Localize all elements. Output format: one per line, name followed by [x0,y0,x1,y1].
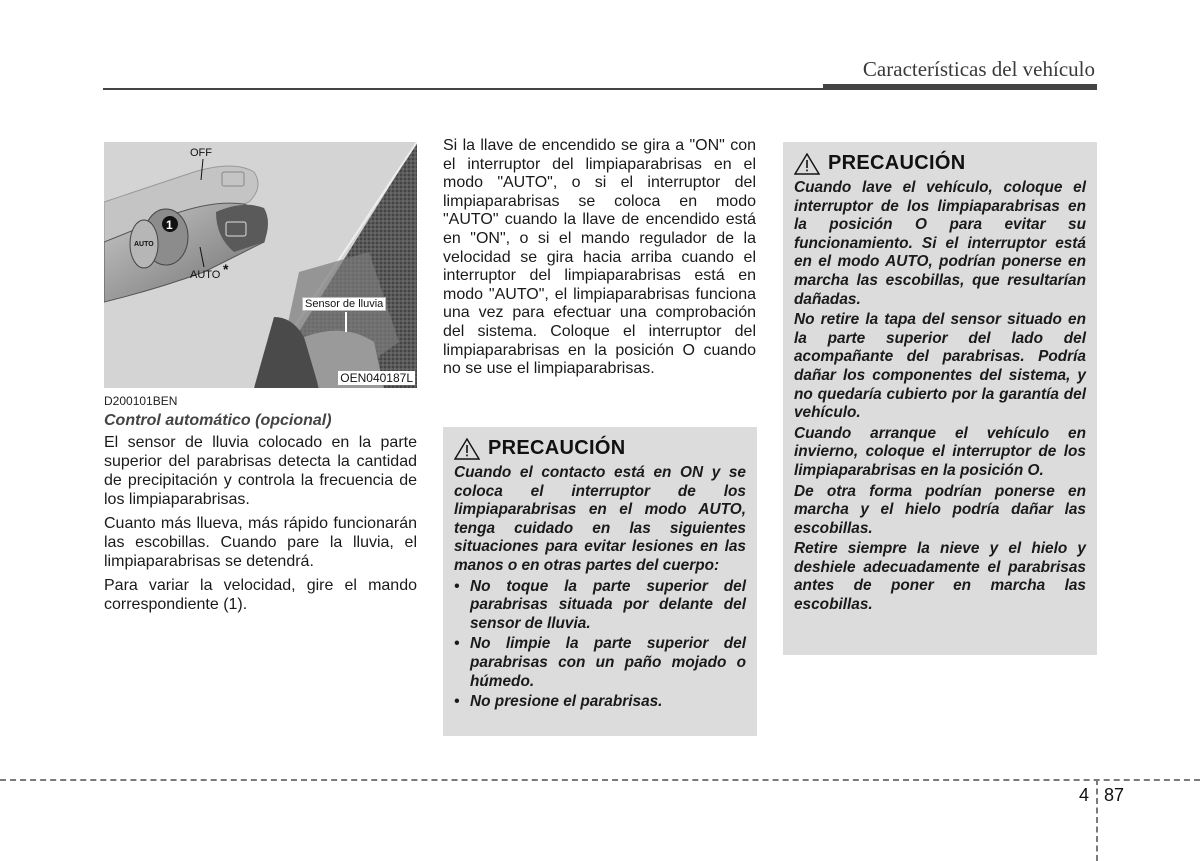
caution-paragraph: No retire la tapa del sensor situado en la parte superior del lado del acompañante del parabrisas. Podría dañar los componentes del sistema, y no quedaría cubierto por la garantía del vehículo. [794,311,1086,422]
footer-vertical-divider [1096,779,1098,861]
wiper-stalk-illustration [104,142,417,388]
body-paragraph: Para variar la velocidad, gire el mando correspondiente (1). [104,577,417,613]
caution-paragraph: Retire siempre la nieve y el hielo y deshiele adecuadamente el parabrisas antes de poner en marcha las escobillas. [794,540,1086,614]
warning-triangle-icon [794,153,820,175]
warning-triangle-icon [454,438,480,460]
body-paragraph: Cuanto más llueva, más rápido funcionarán las escobillas. Cuando pare la lluvia, el limpiaparabrisas se detendrá. [104,515,417,570]
page-header-title: Características del vehículo [862,57,1095,81]
body-paragraph: El sensor de lluvia colocado en la parte superior del parabrisas detecta la cantidad de precipitación y controla la frecuencia de los limpiaparabrisas. [104,434,417,508]
section-code: D200101BEN [104,394,178,408]
header-rule-accent [823,84,1097,90]
caution-paragraph: Cuando arranque el vehículo en invierno, coloque el interruptor de los limpiaparabrisas en la posición O. [794,424,1086,479]
caution-bullet: • No limpie la parte superior del parabrisas con un paño mojado o húmedo. [454,635,746,691]
figure-code: OEN040187L [340,371,413,385]
middle-paragraph: Si la llave de encendido se gira a "ON" con el interruptor del limpiaparabrisas en el modo "AUTO", o si el interruptor del limpiaparabrisas se coloca en modo "AUTO" cuando la llave de encendido está en "ON", o si el mando regulador de la velocidad se gira hacia arriba cuando el interruptor del limpiaparabrisas está en modo "AUTO", el limpiaparabrisas funciona una vez para efectuar una comprobación del sistema. Coloque el interruptor del limpiaparabrisas en la posición O cuando no se use el limpiaparabrisas. [443,137,756,378]
off-label: OFF [190,147,212,159]
page-number: 87 [1104,785,1125,805]
caution-header [794,152,1086,175]
caution-bullet: • No toque la parte superior del parabrisas situada por delante del sensor de lluvia. [454,578,746,634]
section-subtitle: Control automático (opcional) [104,412,332,429]
caution-paragraph: De otra forma podrían ponerse en marcha y el hielo podría dañar las escobillas. [794,482,1086,537]
caution-title: PRECAUCIÓN [828,152,966,174]
caution-box-washing [783,142,1097,655]
wiper-stalk-drawing [104,142,417,388]
svg-text:1: 1 [166,218,173,232]
svg-text:AUTO: AUTO [134,241,154,248]
caution-intro: Cuando el contacto está en ON y se coloca el interruptor de los limpiaparabrisas en el modo AUTO, tenga cuidado en las siguientes situaciones para evitar lesiones en las manos o en otras partes del cuerpo: [454,464,746,574]
section-body [104,433,417,619]
caution-paragraph: Cuando lave el vehículo, coloque el interruptor de los limpiaparabrisas en la posición O para evitar su funcionamiento. Si el interruptor está en el modo AUTO, podrían ponerse en marcha las escobillas, que resultarían dañadas. [794,179,1086,308]
caution-bullet: • No presione el parabrisas. [454,693,746,712]
caution-box-hands [443,427,757,736]
caution-bullet-list [454,578,746,712]
rain-sensor-label: Sensor de lluvia [302,297,386,311]
svg-text:*: * [223,261,229,277]
footer-divider [0,779,1200,781]
caution-title: PRECAUCIÓN [488,437,626,459]
chapter-number: 4 [1079,785,1090,805]
auto-label: AUTO [190,269,221,281]
caution-header [454,437,746,460]
